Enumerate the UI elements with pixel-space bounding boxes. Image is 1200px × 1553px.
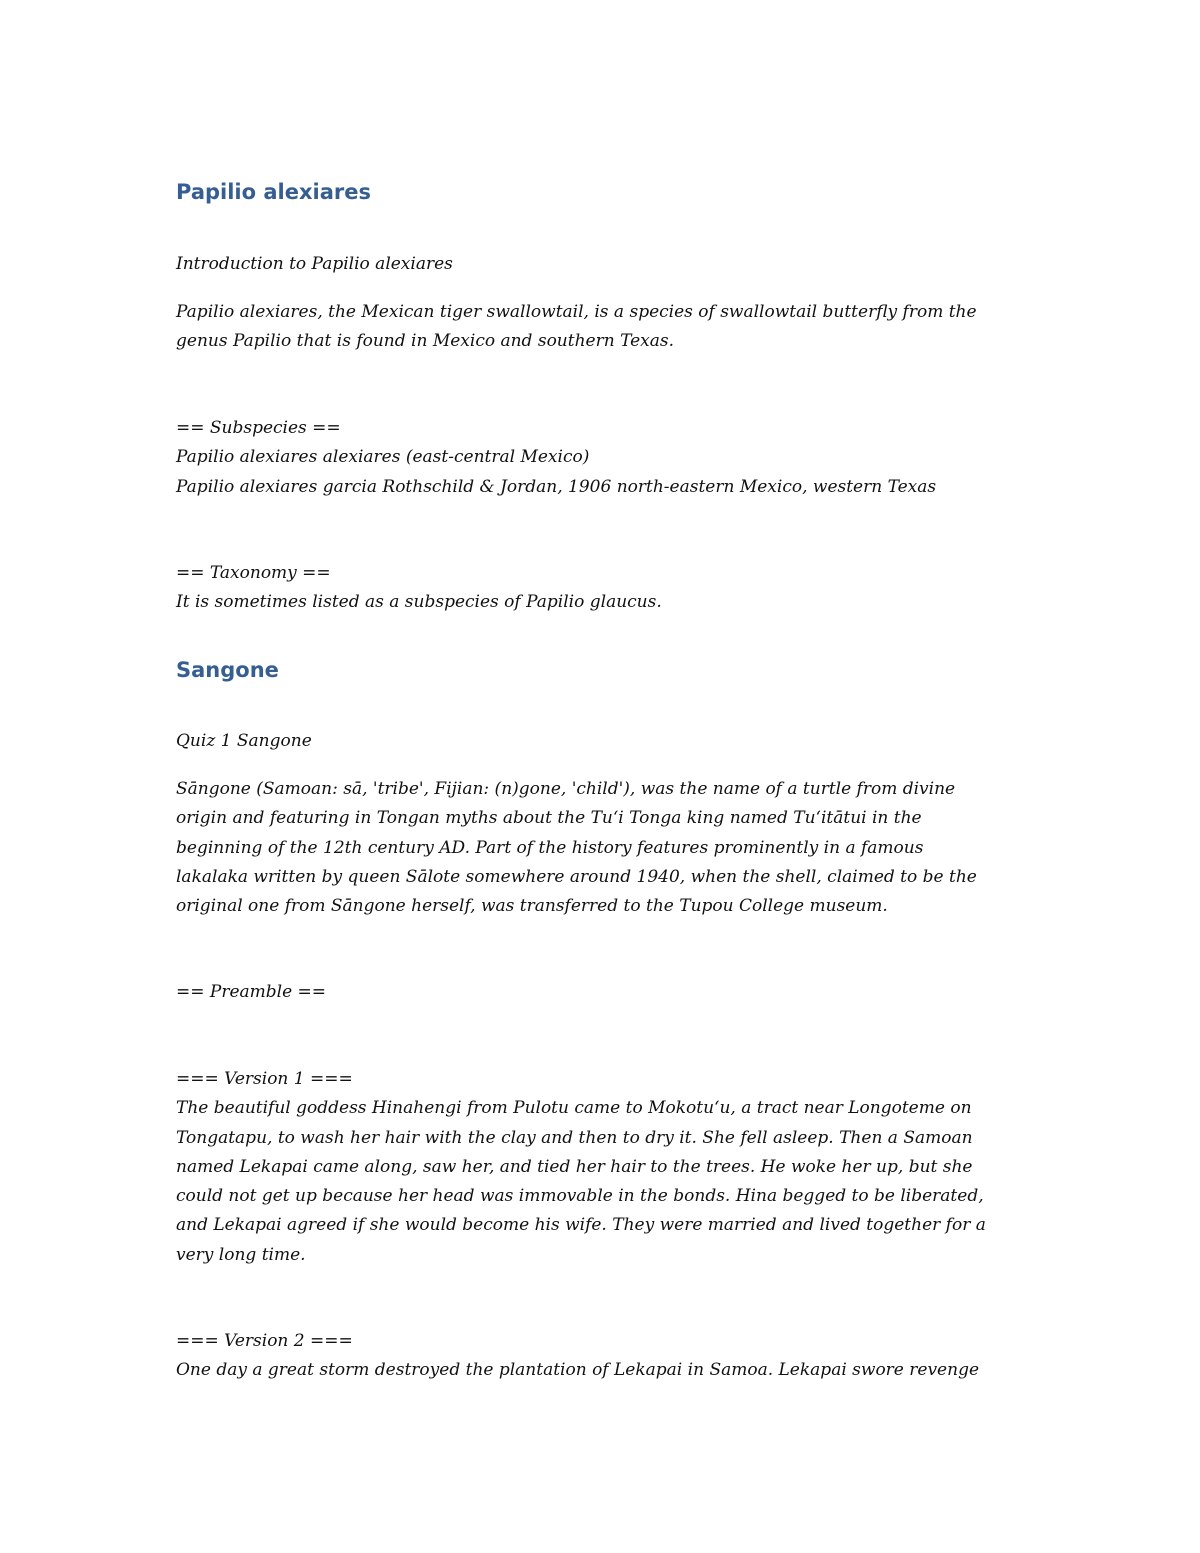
section-subtitle-sangone: Quiz 1 Sangone (176, 731, 312, 751)
version2-heading: === Version 2 === (176, 1331, 353, 1351)
text-line: Papilio alexiares alexiares (east-central Mexico) (176, 447, 590, 468)
section-title-sangone: Sangone (176, 658, 279, 682)
text-line: beginning of the 12th century AD. Part of the history features prominently in a famous (176, 837, 924, 858)
preamble-heading: == Preamble == (176, 982, 327, 1002)
text-line: named Lekapai came along, saw her, and tied her hair to the trees. He woke her up, but she (176, 1156, 973, 1177)
text-line: Papilio alexiares garcia Rothschild & Jordan, 1906 north-eastern Mexico, western Texas (176, 476, 937, 497)
sangone-intro-paragraph (176, 775, 1016, 921)
text-line: The beautiful goddess Hinahengi from Pulotu came to Mokotuʻu, a tract near Longoteme on (176, 1098, 972, 1119)
section-subtitle-papilio: Introduction to Papilio alexiares (176, 254, 453, 274)
text-line: lakalaka written by queen Sālote somewhere around 1940, when the shell, claimed to be the (176, 866, 977, 887)
version1-block (176, 1065, 1016, 1270)
text-line: One day a great storm destroyed the plantation of Lekapai in Samoa. Lekapai swore revenge (176, 1360, 980, 1381)
text-line: very long time. (176, 1244, 306, 1265)
text-line: Sāngone (Samoan: sā, 'tribe', Fijian: (n)gone, 'child'), was the name of a turtle from divine (176, 779, 956, 799)
papilio-taxonomy-block (176, 559, 1016, 618)
version2-block (176, 1327, 1016, 1386)
text-line: and Lekapai agreed if she would become his wife. They were married and lived together for a (176, 1215, 986, 1236)
text-line: Papilio alexiares, the Mexican tiger swallowtail, is a species of swallowtail butterfly from the (176, 302, 977, 322)
section-title-papilio: Papilio alexiares (176, 180, 371, 204)
text-line: genus Papilio that is found in Mexico and southern Texas. (176, 331, 675, 352)
version1-heading: === Version 1 === (176, 1069, 353, 1089)
text-line: could not get up because her head was immovable in the bonds. Hina begged to be liberated, (176, 1186, 984, 1207)
papilio-subspecies-block (176, 414, 1016, 502)
taxonomy-heading: == Taxonomy == (176, 563, 331, 583)
subspecies-heading: == Subspecies == (176, 418, 341, 438)
papilio-intro-paragraph (176, 298, 1016, 357)
text-line: origin and featuring in Tongan myths about the Tuʻi Tonga king named Tuʻitātui in the (176, 808, 922, 829)
text-line: Tongatapu, to wash her hair with the clay and then to dry it. She fell asleep. Then a Samoan (176, 1127, 973, 1148)
text-line: It is sometimes listed as a subspecies of Papilio glaucus. (176, 592, 662, 613)
text-line: original one from Sāngone herself, was transferred to the Tupou College museum. (176, 896, 888, 917)
